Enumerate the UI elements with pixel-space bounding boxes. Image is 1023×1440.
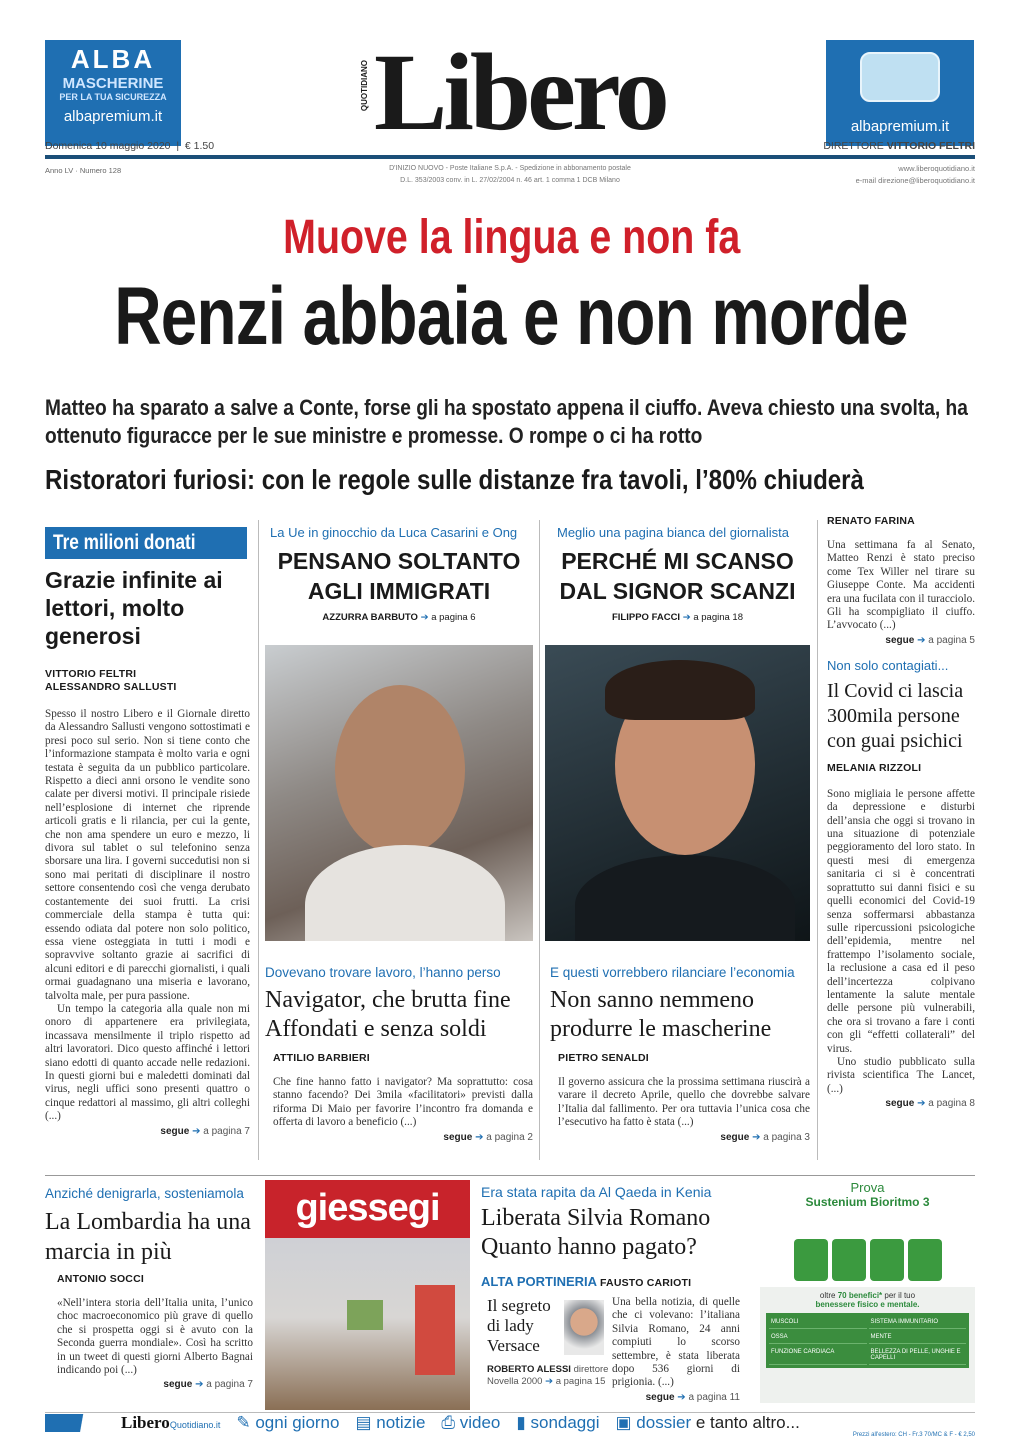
contacts (856, 163, 975, 187)
author: MELANIA RIZZOLI (827, 761, 922, 774)
room-furniture (415, 1285, 455, 1375)
benefit: BELLEZZA DI PELLE, UNGHIE E CAPELLI (869, 1346, 967, 1365)
footer-item[interactable] (616, 1413, 800, 1433)
document-icon: ▣ (615, 1412, 632, 1432)
story-immigrati[interactable] (265, 525, 533, 623)
article-body: Una bella notizia, di quelle che ci volevano: l’italiana Silvia Romano, 24 anni compiuti lo scorso settembre, è stata liberata dopo 536 giorni di prigionia. (...) (612, 1296, 740, 1389)
lead-subhead: Matteo ha sparato a salve a Conte, forse gli ha spostato appena il ciuffo. Aveva chiesto una svolta, ha ottenuto figuracce per le sue ministre e promesse. O rompe o ci ha rotto (45, 395, 968, 448)
kicker-text: Muove la lingua e non fa (282, 211, 741, 264)
claim: benessere fisico e mentale. (815, 1300, 920, 1309)
ad-giessegi[interactable] (265, 1180, 470, 1410)
page-ref: a pagina 6 (431, 612, 476, 623)
headline-text: Renzi abbaia e non morde (114, 271, 909, 362)
segue-label: segue (163, 1379, 193, 1391)
page-ref: a pagina 7 (206, 1379, 253, 1391)
room-window (347, 1300, 383, 1330)
masthead-logo[interactable] (360, 31, 700, 155)
footer-item[interactable] (516, 1413, 599, 1433)
author: AZZURRA BARBUTO (322, 612, 418, 623)
publication: Novella 2000 (487, 1376, 543, 1387)
page-ref: a pagina 8 (928, 1098, 975, 1110)
author: ATTILIO BARBIERI (273, 1052, 370, 1064)
ad-prova: Prova (850, 1180, 885, 1195)
byline (545, 612, 810, 623)
footer-logo[interactable] (121, 1413, 220, 1433)
footer-bar (45, 1412, 975, 1432)
logo-side-label: QUOTIDIANO (360, 60, 369, 112)
kicker: La Ue in ginocchio da Luca Casarini e Ong (270, 525, 518, 540)
headline: PENSANO SOLTANTO AGLI IMMIGRATI (277, 548, 521, 604)
secondary-text: Ristoratori furiosi: con le regole sulle distanze fra tavoli, l’80% chiuderà (45, 464, 864, 495)
author: ROBERTO ALESSI (487, 1364, 571, 1375)
kicker: Non solo contagiati... (827, 657, 949, 673)
page-ref: a pagina 3 (763, 1131, 810, 1143)
news-icon: ▤ (355, 1412, 372, 1432)
benefit: FUNZIONE CARDIACA (769, 1346, 867, 1365)
page-ref: a pagina 11 (688, 1391, 740, 1403)
benefit: MENTE (869, 1331, 967, 1344)
segue-label: segue (443, 1131, 473, 1143)
headline: Non sanno nemmeno produrre le mascherine (550, 987, 772, 1042)
author: FAUSTO CARIOTI (600, 1277, 692, 1289)
headline: Navigator, che brutta fine Affondati e senza soldi (265, 987, 511, 1042)
article-body: Spesso il nostro Libero e il Giornale diretto da Alessandro Sallusti vengono sottostimati e presi poco sul serio. Non si tiene conto che l’informazione stampata è molto varia e ogni testata è seguita da un pubblico particolare. Rispetto a dieci anni orsono le vendite sono calate per diversi motivi. Il principale risiede nell’esplosione di internet che riprende articoli gratis e li rilancia, per cui la gente, che non ama spendere un euro e mezzo, li divora sul tablet o sul telefonino senza sborsare una lira. I governi succedutisi non si sono mai peritati di disciplinare il nostro settore consentendo così che venga derubato costantemente dei suoi frutti. La crisi commerciale della stampa è tutta qui: essendo odiata dal potere non solo politico, essa viene osteggiata in tutti i modi e sopravvive soltanto grazie ai sacrifici di alcuni editori e di parecchi giornalisti, i quali ormai guadagnano una miseria e lavorano, talvolta male, per pura passione. (45, 708, 250, 1002)
section-divider (45, 1175, 975, 1176)
article-body: Il governo assicura che la prossima settimana riuscirà a varare il decreto Aprile, quello che dovrebbe salvare l’Italia dal fallimento. Per ora tuttavia l’unica cosa che l’esecutivo ha fatto è stata (...) (558, 1076, 810, 1129)
date: Domenica 10 maggio 2020 (45, 140, 171, 152)
footer-item[interactable] (236, 1413, 339, 1433)
column-divider (539, 520, 540, 1160)
article-body: Sono migliaia le persone affette da depressione e disturbi dell’ansia che oggi si trovano in una situazione di potenziale peggioramento del loro stato. In questi mesi di emergenza sanitaria ci si è concentrati soprattutto sui danni fisici e su quelli economici del Covid-19 senza soffermarsi abbastanza sulle ripercussioni psicologiche dell’epidemia, mentre nel frattempo l’isolamento sociale, la reclusione a casa ed il peso dell’incertezza colpivano lentamente la salute mentale delle persone più vulnerabili, che ora si trovano a fare i conti con gli “effetti collaterali” del virus. (827, 787, 975, 1055)
story-romano[interactable] (481, 1184, 751, 1262)
director-name: VITTORIO FELTRI (886, 140, 975, 152)
website-link[interactable]: www.liberoquotidiano.it (898, 164, 975, 173)
story-navigator[interactable] (265, 965, 533, 1143)
logo-text: Libero (374, 31, 666, 153)
issue-number: Anno LV · Numero 128 (45, 166, 122, 175)
segue-label: segue (885, 1098, 915, 1110)
continue-link[interactable] (45, 1126, 250, 1137)
page-ref: a pagina 7 (203, 1125, 250, 1137)
column-divider (817, 520, 818, 1160)
ad-sustenium[interactable] (760, 1180, 975, 1410)
benefit: MUSCOLI (769, 1316, 867, 1329)
byline (265, 612, 533, 623)
footer-label: notizie (376, 1412, 426, 1432)
alba-logo: ALBA (70, 44, 156, 74)
arrow-right-icon: ➔ (475, 1131, 484, 1143)
article-body: Uno studio pubblicato sulla rivista scientifica The Lancet, (...) (827, 1055, 975, 1095)
ad-url: albapremium.it (850, 118, 950, 135)
role: direttore (573, 1364, 609, 1375)
director (823, 140, 975, 152)
footer-label: ogni giorno (255, 1412, 340, 1432)
rubric-versace[interactable] (487, 1296, 563, 1356)
price: € 1.50 (184, 140, 215, 152)
article-body: Un tempo la categoria alla quale non mi onoro di appartenere era privilegiata, incassava mensilmente il triplo rispetto ad altri lavoratori. Dico questo affinché i lettori siano edotti di quanto accade nelle redazioni. In questi giorni bui e maledetti dominati dal virus, negli uffici sono presenti quattro o cinque redattori al massimo, gli altri colleghi (...) (45, 1002, 250, 1123)
editorial-headline[interactable]: Grazie infinite ai lettori, molto generosi (45, 567, 223, 649)
segue-label: segue (885, 634, 915, 646)
author: FILIPPO FACCI (611, 612, 681, 623)
kicker: Era stata rapita da Al Qaeda in Kenia (481, 1184, 712, 1200)
segue-label: segue (720, 1131, 750, 1143)
column-divider (258, 520, 259, 1160)
foreign-price: Prezzi all'estero: CH - Fr.3 70/MC & F - € 2,50 (852, 1432, 975, 1438)
arrow-right-icon: ➔ (917, 634, 926, 646)
ad-url: albapremium.it (63, 108, 163, 125)
editorial-tag (45, 527, 247, 559)
headline: Il Covid ci lascia 300mila persone con guai psichici (827, 679, 964, 752)
page-ref: a pagina 15 (555, 1376, 606, 1387)
segue-label: segue (160, 1125, 190, 1137)
director-label: DIRETTORE (823, 140, 884, 152)
story-mascherine[interactable] (550, 965, 810, 1143)
article-body: Che fine hanno fatto i navigator? Ma soprattutto: cosa stanno facendo? Dei 3mila «facilitatori» previsti dalla riforma Di Maio per favorire l’incontro fra domanda e offerta di lavoro a beneficio (...) (273, 1076, 533, 1129)
continue-link[interactable] (45, 1379, 253, 1390)
rubric-label: ALTA PORTINERIA (481, 1274, 598, 1289)
editorial-authors (45, 668, 177, 694)
kicker: E questi vorrebbero rilanciare l’economia (550, 965, 795, 980)
kicker: Anziché denigrarla, sosteniamola (45, 1186, 244, 1201)
story-covid[interactable] (827, 658, 975, 1109)
postal-line: D'INIZIO NUOVO - Poste Italiane S.p.A. - Spedizione in abbonamento postale (389, 165, 631, 172)
footer-logo-text: Libero (121, 1412, 170, 1432)
arrow-right-icon: ➔ (917, 1098, 926, 1110)
claim-bold: 70 benefici* (837, 1291, 883, 1300)
ad-alba-right[interactable] (826, 40, 974, 146)
kicker: Meglio una pagina bianca del giornalista (557, 525, 789, 540)
kicker: Dovevano trovare lavoro, l’hanno perso (265, 965, 501, 980)
page-ref: a pagina 2 (486, 1131, 533, 1143)
headline: PERCHÉ MI SCANSO DAL SIGNOR SCANZI (559, 548, 796, 604)
arrow-right-icon: ➔ (195, 1379, 204, 1391)
story-farina[interactable] (827, 515, 975, 646)
story-lombardia[interactable] (45, 1186, 253, 1390)
lead-kicker (0, 210, 1023, 265)
masthead-rule (45, 155, 975, 159)
page-ref: a pagina 18 (693, 612, 743, 623)
arrow-right-icon: ➔ (420, 612, 429, 623)
romano-article (612, 1296, 740, 1403)
arrow-right-icon: ➔ (545, 1376, 554, 1387)
author: ALESSANDRO SALLUSTI (45, 681, 177, 693)
claim: oltre (819, 1291, 838, 1300)
postal-line: D.L. 353/2003 conv. in L. 27/02/2004 n. 46 art. 1 comma 1 DCB Milano (400, 177, 620, 184)
editorial-article (45, 708, 250, 1137)
arrow-right-icon: ➔ (752, 1131, 761, 1143)
continue-link[interactable] (265, 1132, 533, 1143)
continue-link[interactable] (827, 1098, 975, 1109)
tag-text: Tre milioni donati (53, 531, 196, 554)
author: VITTORIO FELTRI (45, 668, 137, 680)
footer-swoosh (45, 1414, 105, 1432)
continue-link[interactable] (550, 1132, 810, 1143)
benefit-grid (766, 1313, 969, 1368)
segue-label: segue (645, 1391, 675, 1403)
secondary-headline[interactable] (45, 464, 1023, 496)
arrow-right-icon: ➔ (682, 612, 691, 623)
product-packs (760, 1239, 975, 1281)
ad-claim (766, 1291, 969, 1300)
chart-icon: ▮ (516, 1412, 526, 1432)
arrow-right-icon: ➔ (677, 1391, 686, 1403)
author: PIETRO SENALDI (558, 1052, 649, 1064)
continue-link[interactable] (612, 1392, 740, 1403)
rubric-byline (487, 1364, 608, 1388)
article-body: «Nell’intera storia dell’Italia unita, l’unico choc macroeconomico più grave di quello che si prospetta oggi si è avuto con la Seconda guerra mondiale». Così ha scritto in un tweet di questi giorni Alberto Bagnai indicando poi (...) (57, 1297, 253, 1377)
benefit: OSSA (769, 1331, 867, 1344)
page-ref: a pagina 5 (928, 634, 975, 646)
article-body: Una settimana fa al Senato, Matteo Renzi è stato preciso come Tex Willer nel tirare su Giuseppe Conte. Ma accidenti era una fucilata con il turacciolo. Gli ha scompigliato il ciuffo. L’avvocato (...) (827, 539, 975, 632)
video-icon: ⎙ (441, 1412, 456, 1432)
continue-link[interactable] (827, 635, 975, 646)
right-column (827, 515, 975, 1109)
giessegi-logo: giessegi (265, 1180, 470, 1238)
ad-line2: PER LA TUA SICUREZZA (59, 92, 167, 102)
footer-label: sondaggi (530, 1412, 600, 1432)
photo-alessi (564, 1300, 604, 1355)
footer-item[interactable] (355, 1413, 425, 1433)
lead-headline[interactable] (0, 270, 1023, 364)
author: RENATO FARINA (827, 515, 915, 527)
headline: Liberata Silvia Romano Quanto hanno pagato? (481, 1205, 711, 1260)
author: ANTONIO SOCCI (57, 1273, 144, 1285)
postal-info (225, 163, 795, 187)
arrow-right-icon: ➔ (192, 1125, 201, 1137)
footer-label: dossier (636, 1412, 692, 1432)
benefit: SISTEMA IMMUNITARIO (869, 1316, 967, 1329)
story-scanzi[interactable] (545, 525, 810, 623)
footer-item[interactable] (441, 1413, 500, 1433)
footer-logo-suffix: Quotidiano.it (169, 1419, 221, 1430)
ad-line1: MASCHERINE (62, 75, 164, 92)
claim: per il tuo (882, 1291, 916, 1300)
photo-casarini (265, 645, 533, 941)
pen-icon: ✎ (236, 1412, 251, 1432)
rubric-title: Il segreto di lady Versace (487, 1296, 551, 1355)
headline: La Lombardia ha una marcia in più (45, 1209, 251, 1265)
mask-icon (860, 52, 940, 102)
photo-scanzi (545, 645, 810, 941)
email-link[interactable]: e-mail direzione@liberoquotidiano.it (855, 176, 975, 185)
footer-label: video (459, 1412, 501, 1432)
issue-date: Domenica 10 maggio 2020 | € 1.50 (45, 140, 215, 152)
ad-product: Sustenium Bioritmo 3 (805, 1195, 930, 1209)
ad-alba-left[interactable] (45, 40, 181, 146)
footer-tail: e tanto altro... (695, 1412, 800, 1432)
